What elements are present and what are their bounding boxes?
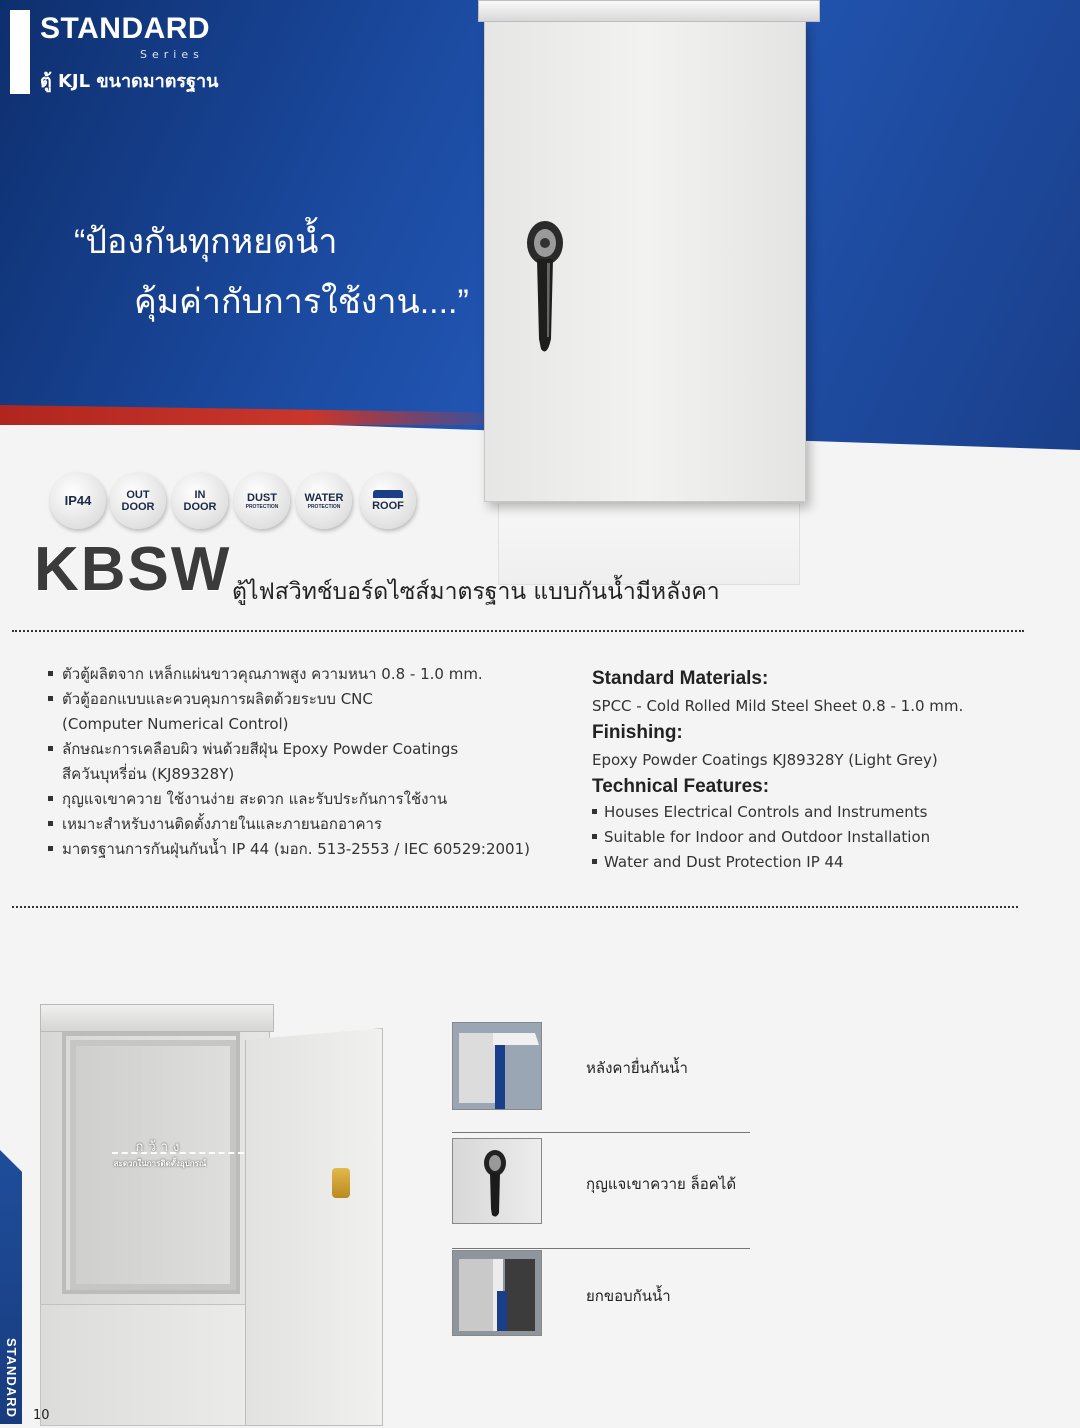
open-cabinet-roof: [40, 1004, 274, 1032]
finishing-heading: Finishing:: [592, 722, 683, 743]
ip44-icon: IP44: [50, 473, 106, 529]
buffalo-lock-handle-icon: [525, 219, 565, 359]
list-item: เหมาะสำหรับงานติดตั้งภายในและภายนอกอาคาร: [48, 812, 568, 837]
series-bar: [10, 10, 30, 94]
cabinet-roof: [478, 0, 820, 22]
materials-text: SPCC - Cold Rolled Mild Steel Sheet 0.8 - 1.0 mm.: [592, 697, 964, 715]
list-item: Water and Dust Protection IP 44: [592, 850, 1062, 875]
detail-label: หลังคายื่นกันน้ำ: [586, 1059, 688, 1077]
roof-icon: ROOF: [360, 473, 416, 529]
spec-panel: [592, 666, 1062, 875]
slogan-line-2: คุ้มค่ากับการใช้งาน....”: [134, 283, 469, 321]
series-title: STANDARD: [40, 12, 211, 45]
thai-feature-list: [48, 662, 568, 862]
cabinet-base: [498, 504, 800, 585]
dotted-divider-top: [12, 630, 1024, 632]
list-item: ตัวตู้ผลิตจาก เหล็กแผ่นขาวคุณภาพสูง ความหนา 0.8 - 1.0 mm.: [48, 662, 568, 687]
raised-edge-detail-icon: [452, 1250, 542, 1336]
outdoor-icon: OUT DOOR: [110, 473, 166, 529]
brass-key-icon: [332, 1168, 350, 1198]
water-protection-icon: WATER PROTECTION: [296, 473, 352, 529]
list-item: ลักษณะการเคลือบผิว พ่นด้วยสีฝุ่น Epoxy Powder Coatings สีควันบุหรี่อ่น (KJ89328Y): [48, 737, 568, 787]
series-subtitle: Series: [140, 48, 204, 61]
slogan-line-1: “ป้องกันทุกหยดน้ำ: [74, 223, 338, 261]
cabinet-photo: [478, 0, 818, 520]
width-label-title: กว้าง: [135, 1140, 185, 1155]
roof-detail-icon: [452, 1022, 542, 1110]
lock-handle-detail-icon: [452, 1138, 542, 1224]
side-tab-label: STANDARD: [4, 1338, 19, 1418]
product-code: KBSW: [34, 535, 232, 604]
series-badge: [10, 10, 250, 100]
open-cabinet-door: [245, 1028, 383, 1426]
features-heading: Technical Features:: [592, 776, 770, 797]
open-cabinet-lower: [40, 1304, 248, 1426]
detail-label: ยกขอบกันน้ำ: [586, 1287, 671, 1305]
open-cabinet-photo: [40, 1004, 400, 1424]
materials-heading: Standard Materials:: [592, 668, 769, 689]
dust-protection-icon: DUST PROTECTION: [234, 473, 290, 529]
series-thai-caption: ตู้ KJL ขนาดมาตรฐาน: [40, 71, 219, 92]
cabinet-body: [484, 20, 806, 502]
product-name-th: ตู้ไฟสวิทช์บอร์ดไซส์มาตรฐาน แบบกันน้ำมีหลังคา: [232, 579, 720, 605]
width-label: [76, 1136, 244, 1170]
list-item: กุญแจเขาควาย ใช้งานง่าย สะดวก และรับประกันการใช้งาน: [48, 787, 568, 812]
list-item: ตัวตู้ออกแบบและควบคุมการผลิตด้วยระบบ CNC (Computer Numerical Control): [48, 687, 568, 737]
detail-divider: [452, 1248, 750, 1249]
list-item: Suitable for Indoor and Outdoor Installation: [592, 825, 1062, 850]
dotted-divider-bottom: [12, 906, 1018, 908]
list-item: มาตรฐานการกันฝุ่นกันน้ำ IP 44 (มอก. 513-2553 / IEC 60529:2001): [48, 837, 568, 862]
finishing-text: Epoxy Powder Coatings KJ89328Y (Light Grey): [592, 751, 938, 769]
technical-feature-list: [592, 800, 1062, 875]
page-number: 10: [33, 1408, 50, 1423]
detail-label: กุญแจเขาควาย ล็อคได้: [586, 1175, 737, 1193]
detail-divider: [452, 1132, 750, 1133]
indoor-icon: IN DOOR: [172, 473, 228, 529]
list-item: Houses Electrical Controls and Instruments: [592, 800, 1062, 825]
width-label-caption: สะดวกในการติดตั้งอุปกรณ์: [113, 1159, 207, 1168]
